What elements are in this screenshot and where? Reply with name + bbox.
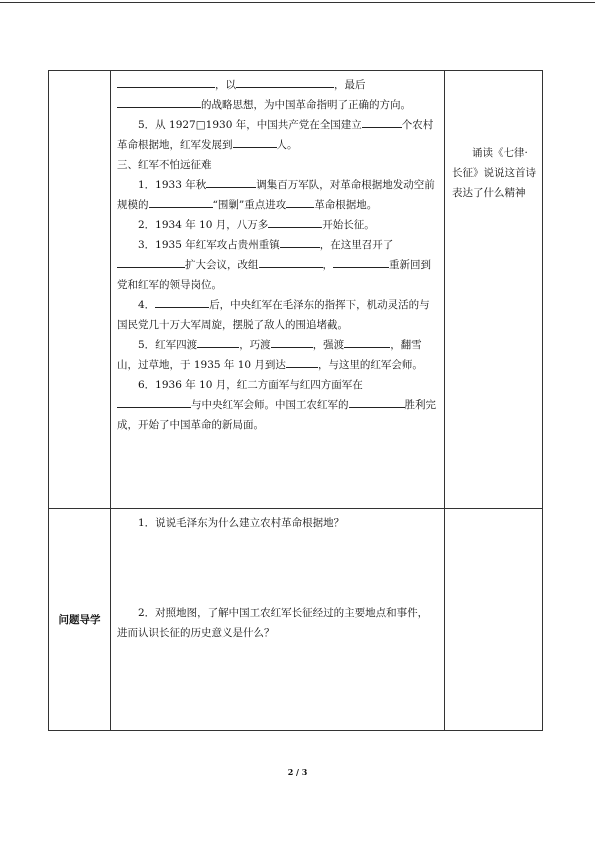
section-3-title: 三、红军不怕远征难 <box>117 159 212 171</box>
problem-row <box>49 509 543 731</box>
missing-glyph-box: □ <box>195 119 206 131</box>
page-number: 2 / 3 <box>287 767 308 777</box>
blank[interactable] <box>333 255 389 268</box>
blank[interactable] <box>268 215 322 228</box>
item-1-encirclement: 1．1933 年秋 调集百万军队，对革命根据地发动空前规模的 “围剿”重点进攻 革命根据地。 <box>117 175 436 215</box>
blank[interactable] <box>233 135 277 148</box>
blank[interactable] <box>117 395 191 408</box>
blank[interactable] <box>206 175 256 188</box>
item-4-maneuver: 4． 后，中央红军在毛泽东的指挥下，机动灵活的与国民党几十万大军周旋，摆脱了敌人的围追堵截。 <box>117 295 436 335</box>
item-5-base-areas: 5．从 1927□1930 年，中国共产党在全国建立 个农村革命根据地，红军发展到 人。 <box>117 115 436 155</box>
empty-label-cell <box>49 71 111 509</box>
item-2-long-march: 2．1934 年 10 月，八万多 开始长征。 <box>117 215 436 235</box>
item-6-reunion: 6．1936 年 10 月，红二方面军与红四方面军在与中央红军会师。中国工农红军的 胜利完成，开始了中国革命的新局面。 <box>117 379 436 431</box>
item-5-crossings: 5．红军四渡 ，巧渡 ，强渡 ，翻雪山，过草地，于 1935 年 10 月到达 ，与这里的红军会师。 <box>117 335 436 375</box>
blank[interactable] <box>271 335 313 348</box>
blank[interactable] <box>149 195 213 208</box>
blank[interactable] <box>286 195 314 208</box>
blank[interactable] <box>236 75 334 88</box>
line-1: ，以 ，最后 <box>117 75 436 95</box>
blank[interactable] <box>280 235 320 248</box>
knowledge-row <box>49 71 543 509</box>
fill-in-content <box>111 71 445 509</box>
section-label: 问题导学 <box>49 509 111 731</box>
blank[interactable] <box>286 355 318 368</box>
blank[interactable] <box>197 335 239 348</box>
question-1: 1．说说毛泽东为什么建立农村革命根据地？ <box>138 517 345 529</box>
side-note-cell <box>445 71 543 509</box>
blank[interactable] <box>117 255 185 268</box>
blank[interactable] <box>349 395 405 408</box>
questions-cell <box>111 509 445 731</box>
blank[interactable] <box>155 295 209 308</box>
header-rule <box>0 2 595 3</box>
item-3-zunyi: 3．1935 年红军攻占贵州重镇 ，在这里召开了扩大会议，改组 ， 重新回到党和红军的领导岗位。 <box>117 235 436 295</box>
blank[interactable] <box>362 115 402 128</box>
blank[interactable] <box>117 75 215 88</box>
blank[interactable] <box>259 255 323 268</box>
question-2: 2．对照地图，了解中国工农红军长征经过的主要地点和事件，进而认识长征的历史意义是什么？ <box>117 607 429 639</box>
side-note: 诵读《七律·长征》说说这首诗表达了什么精神 <box>452 147 536 199</box>
study-guide-table <box>48 70 543 731</box>
empty-note-cell <box>445 509 543 731</box>
blank[interactable] <box>117 95 201 108</box>
blank[interactable] <box>344 335 390 348</box>
line-2: 的战略思想，为中国革命指明了正确的方向。 <box>117 95 436 115</box>
